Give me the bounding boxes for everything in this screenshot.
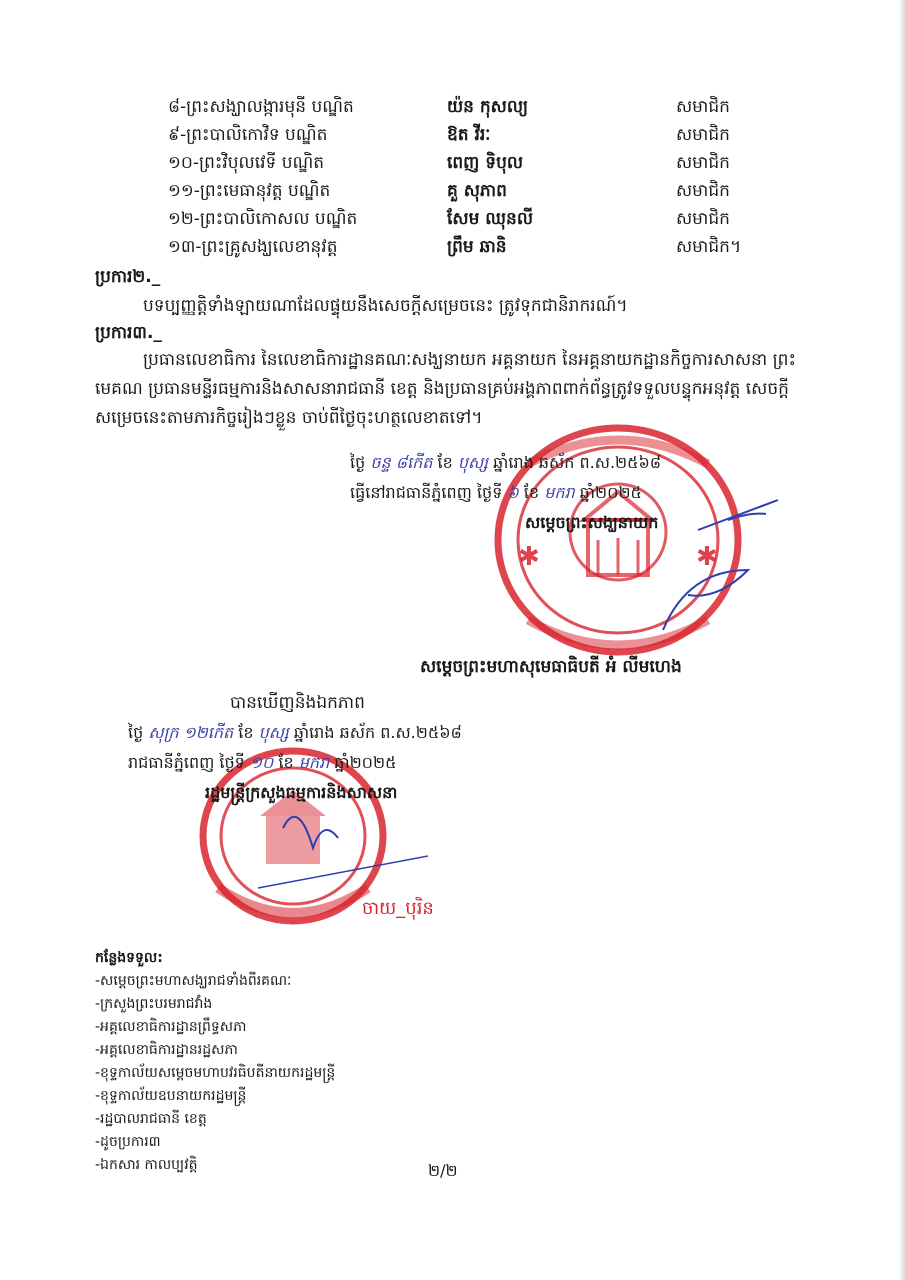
member-title: ១១-ព្រះមេធានុវត្ត បណ្ឌិត: [168, 181, 331, 201]
signatory-office-2: រដ្ឋមន្ត្រីក្រសួងធម្មការនិងសាសនា: [205, 783, 398, 802]
member-name: ព្រឹម ឆានិ: [447, 237, 507, 257]
handwritten-lunar-month: បុស្ស: [457, 453, 489, 472]
member-title: ១២-ព្រះបាលិកោសល បណ្ឌិត: [168, 209, 358, 229]
handwritten-solar-month: មករា: [298, 753, 330, 772]
lunar-year: ឆ្នាំរោង ឆស័ក ព.ស.២៥៦៨: [293, 723, 462, 742]
lunar-date-line-2: [128, 722, 462, 746]
article-2-heading: ប្រការ២._: [95, 267, 161, 287]
list-item: -អគ្គលេខាធិការដ្ឋានរដ្ឋសភា: [95, 1042, 238, 1058]
solar-prefix: ធ្វើនៅរាជធានីភ្នំពេញ ថ្ងៃទី: [350, 483, 503, 502]
list-item: -ខុទ្ទកាល័យឧបនាយករដ្ឋមន្ត្រី: [95, 1088, 247, 1104]
member-role: សមាជិក: [676, 181, 730, 201]
solar-date-line-1: [350, 482, 642, 506]
article-3-heading: ប្រការ៣._: [95, 323, 162, 343]
recipients-list: [95, 970, 335, 1177]
handwritten-solar-month: មករា: [544, 483, 575, 502]
solar-date-line-2: [128, 752, 396, 776]
member-role: សមាជិក: [676, 209, 730, 229]
lunar-month-label: ខែ: [238, 723, 254, 742]
signatory-office-1: សម្តេចព្រះសង្ឃនាយក: [525, 513, 659, 532]
solar-year: ឆ្នាំ២០២៥: [579, 483, 642, 502]
list-item: -ឯកសារ កាលប្បវត្តិ: [95, 1157, 198, 1173]
list-item: -អគ្គលេខាធិការដ្ឋានព្រឹទ្ធសភា: [95, 1019, 247, 1035]
member-title: ១០-ព្រះវិបុលវេទី បណ្ឌិត: [168, 153, 325, 173]
member-role: សមាជិក: [676, 97, 730, 117]
member-name: ពេញ ទិបុល: [447, 153, 524, 173]
member-name: យ៉ន កុសល្យ: [447, 97, 529, 117]
solar-year: ឆ្នាំ២០២៥: [334, 753, 397, 772]
member-row: [0, 180, 905, 208]
svg-text:✱: ✱: [696, 542, 718, 572]
handwritten-lunar-day: ចន្ទ ៨កើត: [370, 453, 433, 472]
handwritten-lunar-month: បុស្ស: [258, 723, 289, 742]
solar-month-label: ខែ: [278, 753, 294, 772]
recipients-title: កន្លែងទទួល:: [95, 950, 163, 966]
member-title: ៩-ព្រះបាលិកោវិទ បណ្ឌិត: [168, 125, 328, 145]
page-number: ២/២: [428, 1161, 458, 1180]
member-title: ១៣-ព្រះគ្រូសង្ឃលេខានុវត្ត: [168, 237, 338, 257]
member-row: [0, 152, 905, 180]
lunar-date-line-1: [350, 452, 661, 476]
solar-month-label: ខែ: [523, 483, 540, 502]
list-item: -រដ្ឋបាលរាជធានី ខេត្ត: [95, 1111, 207, 1127]
member-name: ឱត វីរៈ: [447, 125, 491, 145]
solar-prefix: រាជធានីភ្នំពេញ ថ្ងៃទី: [128, 753, 245, 772]
article-2-body: បទប្បញ្ញត្តិទាំងឡាយណាដែលផ្ទុយនឹងសេចក្តីសម្រេចនេះ ត្រូវទុកជានិរាករណ៍។: [143, 296, 628, 316]
lunar-month-label: ខែ: [437, 453, 453, 472]
member-role: សមាជិក: [676, 125, 730, 145]
member-role: សមាជិក។: [676, 237, 742, 257]
handwritten-lunar-day: សុក្រ ១២កើត: [148, 723, 234, 742]
member-row: [0, 208, 905, 236]
member-row: [0, 96, 905, 124]
signatory-name-1: សម្តេចព្រះមហាសុមេធាធិបតី អំ លីមហេង: [420, 657, 682, 677]
signatory-name-2: ចាយ_បុរិន: [362, 898, 434, 919]
list-item: -ដូចប្រការ៣: [95, 1134, 161, 1150]
member-row: [0, 236, 905, 264]
handwritten-solar-day: ៦: [507, 483, 519, 502]
seen-approved-label: បានឃើញនិងឯកភាព: [230, 693, 365, 713]
list-item: -សម្តេចព្រះមហាសង្ឃរាជទាំងពីរគណៈ: [95, 973, 292, 989]
article-3-body: ប្រធានលេខាធិការ នៃលេខាធិការដ្ឋានគណៈសង្ឃនាយក អគ្គនាយក នៃអគ្គនាយកដ្ឋានកិច្ចការសាសនា ព្រះមេគណ ប្រធានមន្ទីរធម្មការនិងសាសនារាជធានី ខេត្ត និងប្រធានគ្រប់អង្គភាពពាក់ព័ន្ធត្រូវទទួលបន្ទុកអនុវត្ត សេចក្តីសម្រេចនេះតាមភារកិច្ចរៀងៗខ្លួន ចាប់ពីថ្ងៃចុះហត្ថលេខាតទៅ។: [95, 350, 796, 428]
svg-text:✱: ✱: [518, 542, 540, 572]
lunar-prefix: ថ្ងៃ: [350, 453, 366, 472]
member-row: [0, 124, 905, 152]
handwritten-solar-day: ១០: [249, 753, 274, 772]
article-2-text: [95, 292, 815, 321]
member-role: សមាជិក: [676, 153, 730, 173]
lunar-prefix: ថ្ងៃ: [128, 723, 144, 742]
member-name: សែម ឈុនលី: [447, 209, 534, 229]
list-item: -ក្រសួងព្រះបរមរាជវាំង: [95, 996, 213, 1012]
list-item: -ខុទ្ទកាល័យសម្តេចមហាបវរធិបតីនាយករដ្ឋមន្ត្រី: [95, 1065, 336, 1081]
member-name: គួ សុភាព: [447, 181, 507, 201]
lunar-year: ឆ្នាំរោង ឆស័ក ព.ស.២៥៦៨: [493, 453, 662, 472]
member-title: ៨-ព្រះសង្ឃាលង្ការមុនី បណ្ឌិត: [168, 97, 354, 117]
